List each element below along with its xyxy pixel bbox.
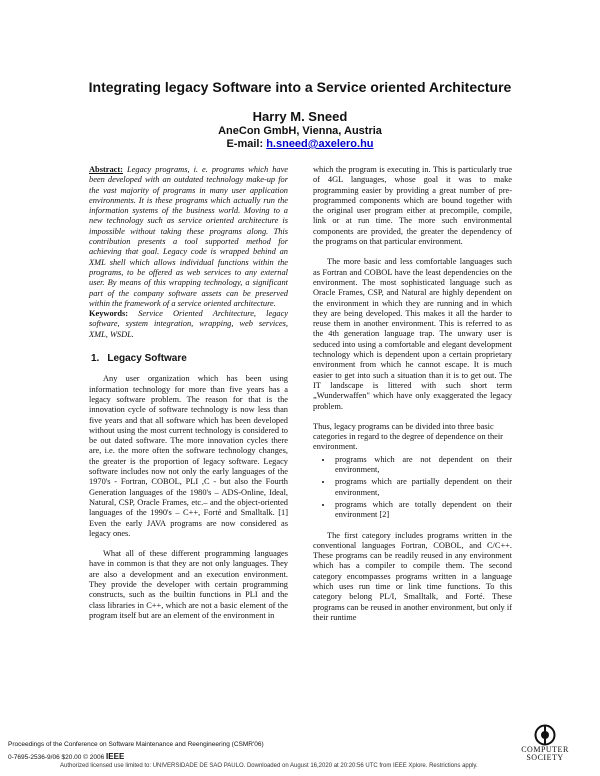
list-item: • programs which are not dependent on their environment, [333,455,512,476]
computer-society-logo [515,724,575,768]
section-number: 1. [91,353,100,365]
abstract-text: Legacy programs, i. e. programs which have been developed with an outdated technology make-up for the vast majority of programs in many user application environments. It is these programs which actually run the information systems of the business world. Moving to a new technology such as service oriented architecture is impossible without taking these programs along. This contribution presents a tool supported method for achieving that goal. Legacy code is wrapped behind an XML shell which allows individual functions within the programs, to be offered as web services to any external user. By means of this wrapping technology, a significant part of the company software assets can be preserved within the framework of a service oriented architecture. [89,165,289,308]
email-label: E-mail: [226,138,264,150]
computer-society-emblem-icon [534,724,556,746]
email-link[interactable]: h.sneed@axelero.hu [266,138,374,150]
category-list [313,455,512,521]
keywords-label: Keywords: [89,309,129,319]
logo-line-1: COMPUTER [521,745,569,754]
section-title: Legacy Software [107,353,187,365]
body-paragraph: The first category includes programs written in the conventional languages Fortran, COBOL, and C/C++. These programs can be readily reused in any environment which has a compiler to compile them. The second category encompasses programs written in a language which uses run time or link time functions. To this category belong PL/I, Smalltalk, and Forté. These programs can be reused in another environment, but only if their runtime [313,530,512,622]
list-item: • programs which are totally dependent on their environment [2] [333,500,512,521]
body-paragraph: What all of these different programming languages have in common is that they are not only languages. They are also a development and an execution environment. They provide the developer with certain programming constructs, such as the builtin functions in PLI and the class libraries in C++, which are not a basic element of the program itself but are an element of the environment in [89,549,288,620]
body-paragraph: The more basic and less comfortable languages such as Fortran and COBOL have the least dependencies on the environment. The most sophisticated language such as Oracle Frames, CSP, and Natural are highly dependent on the environment in which they are running and in which they are being developed. This makes it all the harder to reuse them in another environment. This is referred to as the 4th generation language trap. The unwary user is seduced into using a comfortable and elegant development technology which is dependent upon a certain proprietary environment from which he cannot escape. It is much easier to get into such a situation than it is to get out. The IT landscape is littered with such short term „Wunderwaffen" which have only exaggerated the legacy problem. [313,257,512,411]
body-paragraph: Any user organization which has been using information technology for more than five years has a legacy software problem. The reason for that is the innovation cycle of software technology is now less than five years and that all software which has been developed without using the most current technology is considered to be out dated software. The more innovation cycles there are, i.e. the more often the software technology changes, the greater is the proportion of legacy software. Legacy software includes now not only the early languages of the 1970's - Fortran, COBOL, PLI ,C - but also the Fourth Generation languages of the 1980's – ADS-Online, Ideal, Natural, CSP, Oracle Frames, etc.– and the object-oriented languages of the 1990's – C++, Forté and Smalltalk. [1] Even the early JAVA programs are now considered as legacy ones. [89,374,288,538]
footer-isbn-line [8,752,124,761]
ieee-mark: IEEE [106,752,125,761]
body-paragraph: Thus, legacy programs can be divided into three basic categories in regard to the degree of dependence on their environment. [313,421,503,452]
footer-isbn: 0-7695-2536-9/06 $20.00 © 2006 [8,754,105,761]
abstract-label: Abstract: [89,165,123,174]
keywords-text: Service Oriented Architecture, legacy software, system integration, wrapping, web services, XML, WSDL. [89,309,288,339]
right-column [313,165,512,623]
section-heading [89,354,288,364]
body-paragraph: which the program is executing in. This is particularly true of 4GL languages, whose goal it was to make programming easier by providing a great number of pre-programmed components which are bound together with the original user program either at precompile, compile, link or at run time. The more such environmental components are provided, the greater the dependency of the programs on that particular environment. [313,165,512,247]
logo-line-2: SOCIETY [526,753,564,762]
author-name: Harry M. Sneed [252,109,348,124]
footer-license: Authorized licensed use limited to: UNIVERSIDADE DE SAO PAULO. Downloaded on August 16,2020 at 20:20:56 UTC from IEEE Xplore. Restrictions apply. [60,763,478,769]
list-item: • programs which are partially dependent on their environment, [333,477,512,498]
footer-proceedings: Proceedings of the Conference on Software Maintenance and Reengineering (CSMR'06) [8,741,264,748]
author-affiliation: AneCon GmbH, Vienna, Austria [218,125,382,137]
keywords [89,309,288,340]
left-column [89,165,288,621]
paper-title: Integrating legacy Software into a Service oriented Architecture [88,79,512,95]
abstract [89,165,288,309]
author-email-line [0,138,600,151]
